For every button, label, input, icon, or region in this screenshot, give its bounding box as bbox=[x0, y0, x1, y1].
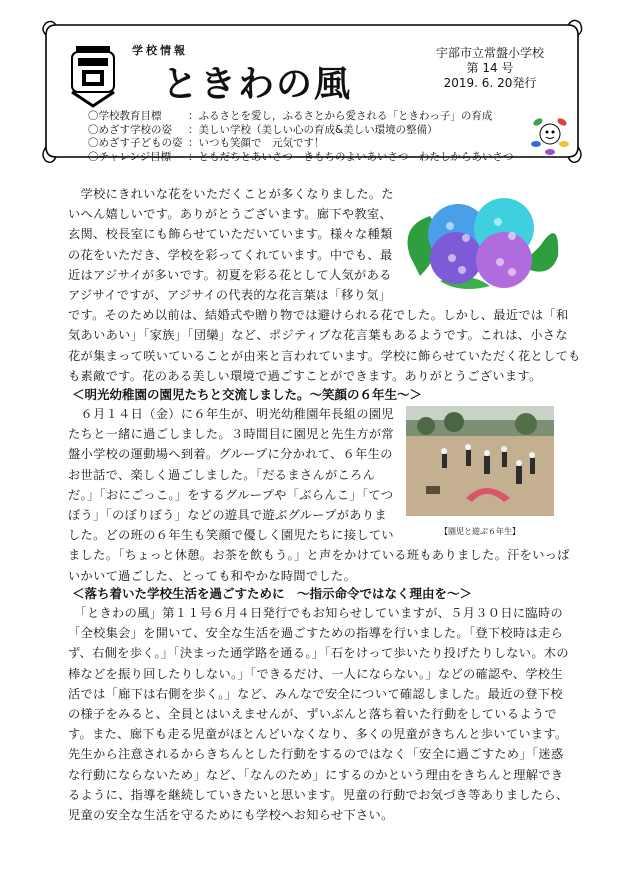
paragraph-line: いへん嬉しいです。ありがとうございます。廊下や教室、 bbox=[68, 207, 393, 222]
newsletter-title: ときわの風 bbox=[162, 64, 353, 105]
paragraph-line: ず、右側を歩く。」「決まった通学路を通る。」「石をけって歩いたり投げたりしない。木の bbox=[68, 646, 569, 661]
paragraph-line: ました。「ちょっと休憩。お茶を飲もう。」と声をかけている班もありました。汗をいっぱ bbox=[68, 548, 570, 563]
paragraph-line: 先生から注意されるからきちんとした行動をするのではなく「安全に過ごすため」「迷惑 bbox=[68, 747, 564, 762]
section-flowers bbox=[68, 184, 581, 386]
section-heading-kindergarten: ＜明光幼稚園の園児たちと交流しました。～笑顔の６年生～＞ bbox=[72, 387, 423, 402]
paragraph-line: たちと一緒に過ごしました。３時間目に園児と先生方が常 bbox=[68, 427, 394, 442]
section-heading-safety: ＜落ち着いた学校生活を過ごすために ～指示命令ではなく理由を～＞ bbox=[72, 586, 473, 601]
paragraph-line: す。また、廊下も走る児童がほとんどいなくなり、多くの児童がきちんと歩いています。 bbox=[68, 727, 568, 742]
section-safety bbox=[68, 603, 569, 825]
paragraph-line: 花が集まって咲いていることが由来と言われています。学校に飾らせていただく花としても bbox=[68, 348, 581, 363]
issuer-block bbox=[420, 46, 560, 91]
paragraph-line: 気あいあい」「家族」「団欒」など、ポジティブな花言葉もあるようです。これは、小さな bbox=[68, 328, 568, 343]
playground-photo bbox=[406, 406, 554, 516]
category-label: 学校情報 bbox=[132, 44, 188, 57]
paragraph-line: した。どの班の６年生も笑顔で優しく園児たちに接してい bbox=[68, 528, 394, 543]
photo-caption: 【園児と遊ぶ６年生】 bbox=[440, 527, 520, 536]
paragraph-line: 学校にきれいな花をいただくことが多くなりました。た bbox=[68, 187, 394, 201]
paragraph-line: 玄関、校長室にも飾らせていただいています。様々な種類 bbox=[68, 227, 393, 242]
goal-row: 〇学校教育目標 ：ふるさとを愛し，ふるさとから愛される「ときわっ子」の育成 bbox=[88, 110, 493, 122]
paragraph-line: も素敵です。花のある美しい環境で過ごすことができます。ありがとうございます。 bbox=[68, 368, 542, 383]
paragraph-line: 活では「廊下は右側を歩く。」など、みんなで安全について確認しました。最近の登下校 bbox=[68, 686, 563, 701]
paragraph-line: の様子をみると、全員とはいえませんが、ずいぶんと落ち着いた行動をしているようで bbox=[68, 707, 557, 722]
paragraph-line: ６月１４日（金）に６年生が、明光幼稚園年長組の園児 bbox=[68, 407, 394, 421]
paragraph-line: アジサイですが、アジサイの代表的な花言葉は「移り気」 bbox=[68, 288, 392, 303]
issue-number: 第 14 号 bbox=[466, 61, 514, 75]
paragraph-line: いかいて過ごした、とっても和やかな時間でした。 bbox=[68, 568, 357, 583]
goal-row: 〇チャレンジ目標 ：ともだちとあいさつ きもちのよいあいさつ わたしからあいさつ bbox=[88, 150, 514, 163]
paragraph-line: ぼう」「のぼりぼう」などの遊具で遊ぶグループがありま bbox=[68, 508, 387, 523]
paragraph-line: 盤小学校の運動場へ到着。グループに分かれて、６年生の bbox=[68, 447, 393, 462]
goal-row: 〇めざす学校の姿 ：美しい学校（美しい心の育成&美しい環境の整備） bbox=[88, 123, 438, 136]
paragraph-line: です。そのため以前は、結婚式や贈り物では避けられる花でした。しかし、最近では「和 bbox=[68, 308, 569, 323]
paragraph-line: るように、指導を継続していきたいと思います。児童の行動でお気づき等ありましたら、 bbox=[68, 787, 569, 802]
issue-date: 2019. 6. 20発行 bbox=[443, 76, 537, 90]
school-emblem-icon bbox=[68, 42, 118, 110]
paragraph-line: の花をいただき、学校を彩ってくれています。中でも、最 bbox=[68, 247, 393, 262]
paragraph-line: 「全校集会」を開いて、安全な生活を過ごすための指導を行いました。「登下校時は走ら bbox=[68, 626, 564, 641]
goal-row: 〇めざす子どもの姿 ：いつも笑顔で 元気です！ bbox=[88, 137, 325, 149]
goals-list bbox=[88, 110, 514, 164]
paragraph-line: な行動にならないため」など、「なんのため」にするのかという理由をきちんと理解でき bbox=[68, 767, 564, 782]
mascot-icon bbox=[528, 112, 572, 156]
paragraph-line: 近はアジサイが多いです。初夏を彩る花として人気がある bbox=[68, 267, 392, 282]
paragraph-line: 棒などを振り回したりしない。」「できるだけ、一人にならない。」などの確認や、学校生 bbox=[68, 666, 564, 681]
paragraph-line: お世話で、楽しく過ごしました。「だるまさんがころん bbox=[68, 467, 376, 482]
paragraph-line: 児童の安全な生活を守るためにも学校へお知らせ下さい。 bbox=[68, 808, 394, 823]
school-name: 宇部市立常盤小学校 bbox=[435, 46, 544, 60]
paragraph-line: 「ときわの風」第１１号６月４日発行でもお知らせしていますが、５月３０日に臨時の bbox=[68, 606, 564, 620]
paragraph-line: だ。」「おにごっこ。」をするグループや「ぶらんこ」「てつ bbox=[68, 487, 394, 502]
